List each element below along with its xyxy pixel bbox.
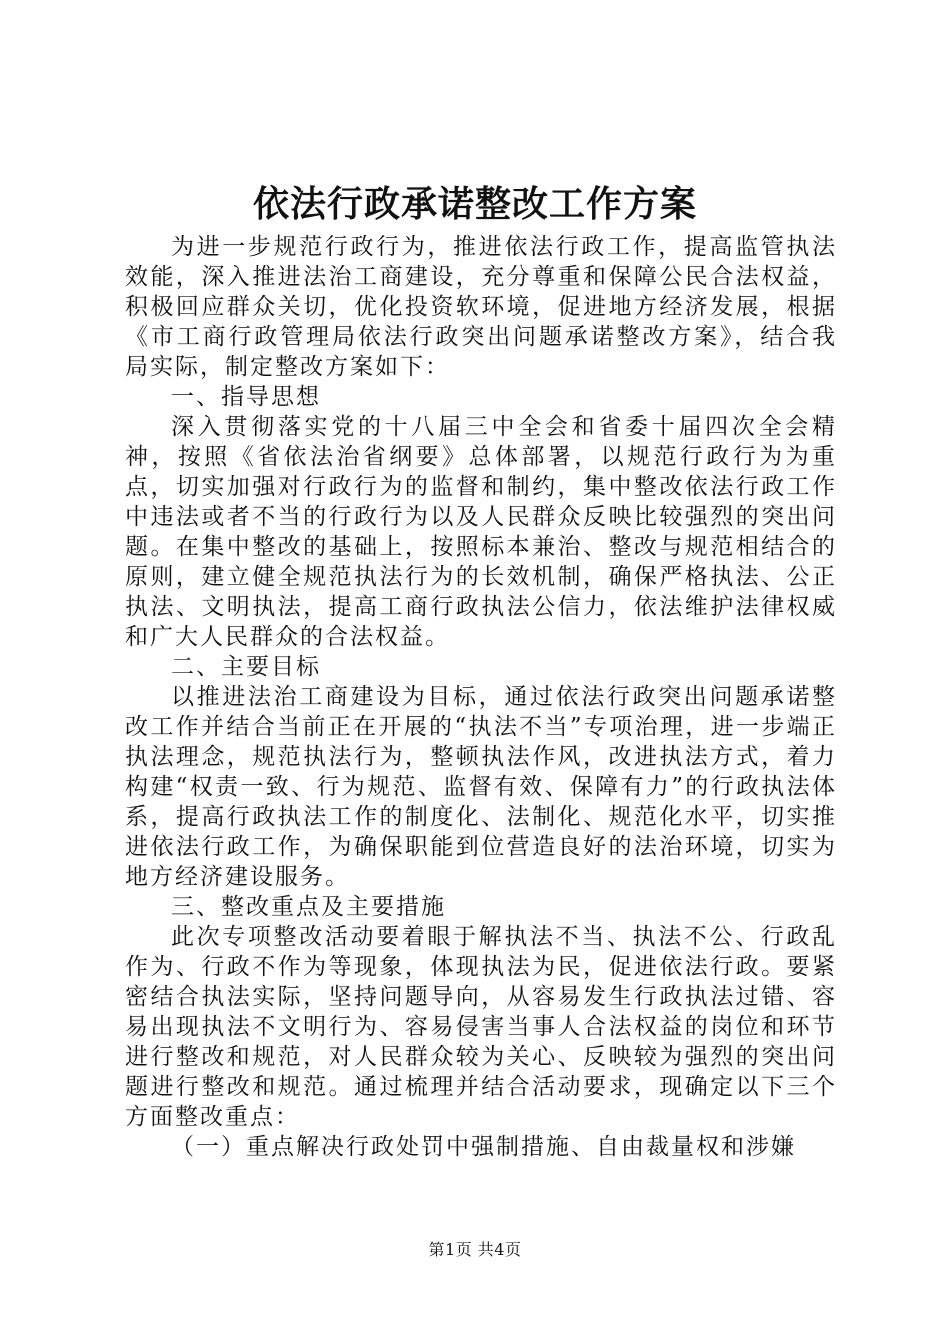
section-body-main-goals: 以推进法治工商建设为目标，通过依法行政突出问题承诺整改工作并结合当前正在开展的“执法不当”专项治理，进一步端正执法理念，规范执法行为，整顿执法作风，改进执法方式，着力构建“权责一致、行为规范、监督有效、保障有力”的行政执法体系，提高行政执法工作的制度化、法制化、规范化水平，切实推进依法行政工作，为确保职能到位营造良好的法治环境，切实为地方经济建设服务。 <box>125 684 837 890</box>
section-heading-rectification-focus: 三、整改重点及主要措施 <box>171 894 446 920</box>
section-body-rectification-focus: 此次专项整改活动要着眼于解执法不当、执法不公、行政乱作为、行政不作为等现象，体现执法为民，促进依法行政。要紧密结合执法实际，坚持问题导向，从容易发生行政执法过错、容易出现执法不文明行为、容易侵害当事人合法权益的岗位和环节进行整改和规范，对人民群众较为关心、反映较为强烈的突出问题进行整改和规范。通过梳理并结合活动要求，现确定以下三个方面整改重点： <box>125 924 837 1130</box>
section-body-guiding-ideology: 深入贯彻落实党的十八届三中全会和省委十届四次全会精神，按照《省依法治省纲要》总体部署，以规范行政行为为重点，切实加强对行政行为的监督和制约，集中整改依法行政工作中违法或者不当的行政行为以及人民群众反映比较强烈的突出问题。在集中整改的基础上，按照标本兼治、整改与规范相结合的原则，建立健全规范执法行为的长效机制，确保严格执法、公正执法、文明执法，提高工商行政执法公信力，依法维护法律权威和广大人民群众的合法权益。 <box>125 414 837 650</box>
sub-item-heading: （一）重点解决行政处罚中强制措施、自由裁量权和涉嫌 <box>171 1134 796 1160</box>
document-title: 依法行政承诺整改工作方案 <box>252 183 697 225</box>
page-footer: 第1页 共4页 <box>428 1240 522 1259</box>
intro-paragraph: 为进一步规范行政行为，推进依法行政工作，提高监管执法效能，深入推进法治工商建设，充分尊重和保障公民合法权益，积极回应群众关切，优化投资软环境，促进地方经济发展，根据《市工商行政管理局依法行政突出问题承诺整改方案》，结合我局实际，制定整改方案如下： <box>125 234 837 380</box>
document-body <box>125 232 837 1162</box>
section-heading-main-goals: 二、主要目标 <box>171 654 321 680</box>
section-heading-guiding-ideology: 一、指导思想 <box>171 384 321 410</box>
